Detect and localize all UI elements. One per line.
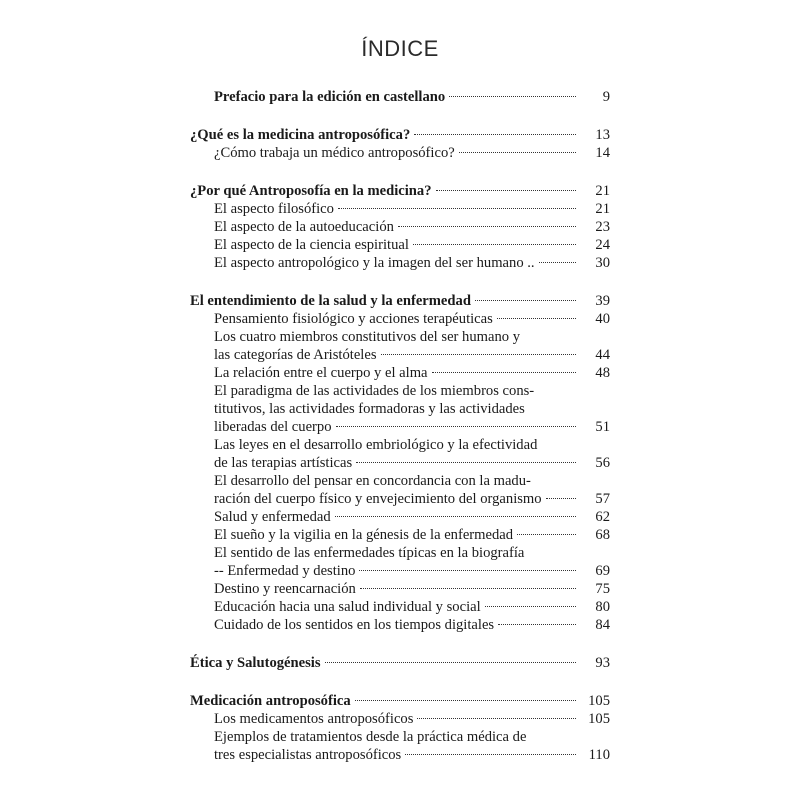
entry-title: de las terapias artísticas (214, 455, 353, 471)
entry-title: titutivos, las actividades formadoras y las actividades (214, 401, 525, 417)
entry-title: El aspecto de la autoeducación (214, 219, 394, 235)
page-number: 21 (595, 183, 610, 199)
entry-title: Educación hacia una salud individual y social (214, 599, 481, 615)
toc-chapter-entry[interactable] (190, 88, 610, 106)
page-number: 51 (595, 419, 610, 435)
entry-title: El aspecto de la ciencia espiritual (214, 237, 409, 253)
entry-title: El paradigma de las actividades de los miembros cons- (214, 383, 535, 399)
toc-line (190, 728, 610, 746)
entry-title: El sentido de las enfermedades típicas en la biografía (214, 545, 525, 561)
page-number: 80 (595, 599, 610, 615)
dot-leader (417, 718, 576, 719)
page-number: 56 (595, 455, 610, 471)
toc-line (190, 526, 610, 544)
toc-chapter-entry[interactable] (190, 182, 610, 200)
toc-subentry[interactable] (190, 436, 610, 472)
dot-leader (432, 372, 576, 373)
page-number: 62 (595, 509, 610, 525)
toc-line (190, 254, 610, 272)
toc-line (190, 436, 610, 454)
toc-section (190, 292, 610, 634)
toc-line (190, 126, 610, 144)
toc-subentry[interactable] (190, 236, 610, 254)
dot-leader (381, 354, 576, 355)
page-number: 39 (595, 293, 610, 309)
page-number: 44 (595, 347, 610, 363)
toc-subentry[interactable] (190, 144, 610, 162)
entry-title: ¿Cómo trabaja un médico antroposófico? (214, 145, 455, 161)
page-number: 105 (588, 711, 610, 727)
toc-line (190, 364, 610, 382)
toc-line (190, 292, 610, 310)
page-number: 13 (595, 127, 610, 143)
section-gap (190, 106, 610, 126)
entry-title: Medicación antroposófica (190, 693, 351, 709)
dot-leader (359, 570, 576, 571)
entry-title: ¿Por qué Antroposofía en la medicina? (190, 183, 432, 199)
dot-leader (497, 318, 576, 319)
entry-title: Pensamiento fisiológico y acciones terapéuticas (214, 311, 493, 327)
toc-line (190, 710, 610, 728)
page-number: 110 (588, 747, 610, 763)
entry-title: El sueño y la vigilia en la génesis de la enfermedad (214, 527, 514, 543)
toc-subentry[interactable] (190, 310, 610, 328)
page-number: 14 (595, 145, 610, 161)
dot-leader (338, 208, 576, 209)
toc-subentry[interactable] (190, 382, 610, 436)
toc-line (190, 544, 610, 562)
toc-line (190, 400, 610, 418)
toc-subentry[interactable] (190, 364, 610, 382)
entry-title: ¿Qué es la medicina antroposófica? (190, 127, 411, 143)
page-number: 23 (595, 219, 610, 235)
page-number: 24 (595, 237, 610, 253)
section-gap (190, 672, 610, 692)
toc-line (190, 310, 610, 328)
entry-title: Prefacio para la edición en castellano (214, 89, 446, 105)
toc-section (190, 182, 610, 272)
toc-chapter-entry[interactable] (190, 692, 610, 710)
entry-title: Los cuatro miembros constitutivos del ser humano y (214, 329, 521, 345)
entry-title: El desarrollo del pensar en concordancia con la madu- (214, 473, 531, 489)
section-gap (190, 634, 610, 654)
dot-leader (413, 244, 576, 245)
entry-title: Ejemplos de tratamientos desde la práctica médica de (214, 729, 527, 745)
entry-title: ración del cuerpo físico y envejecimiento del organismo (214, 491, 542, 507)
dot-leader (485, 606, 576, 607)
dot-leader (498, 624, 576, 625)
page-number: 84 (595, 617, 610, 633)
toc-line (190, 746, 610, 764)
toc-subentry[interactable] (190, 200, 610, 218)
toc-line (190, 692, 610, 710)
page-number: 40 (595, 311, 610, 327)
toc-line (190, 654, 610, 672)
page-number: 30 (595, 255, 610, 271)
page-number: 48 (595, 365, 610, 381)
toc-section (190, 692, 610, 764)
table-of-contents (190, 88, 610, 764)
dot-leader (360, 588, 576, 589)
entry-title: La relación entre el cuerpo y el alma (214, 365, 428, 381)
entry-title: Las leyes en el desarrollo embriológico y la efectividad (214, 437, 538, 453)
toc-line (190, 346, 610, 364)
toc-line (190, 144, 610, 162)
toc-subentry[interactable] (190, 728, 610, 764)
entry-title: El aspecto antropológico y la imagen del ser humano .. (214, 255, 535, 271)
toc-line (190, 472, 610, 490)
toc-line (190, 580, 610, 598)
entry-title: tres especialistas antroposóficos (214, 747, 402, 763)
dot-leader (325, 662, 576, 663)
dot-leader (539, 262, 576, 263)
toc-line (190, 508, 610, 526)
dot-leader (355, 700, 576, 701)
toc-line (190, 598, 610, 616)
entry-title: Los medicamentos antroposóficos (214, 711, 414, 727)
page-title: ÍNDICE (361, 36, 439, 61)
page-number: 93 (595, 655, 610, 671)
toc-chapter-entry[interactable] (190, 126, 610, 144)
page-number: 105 (588, 693, 610, 709)
dot-leader (449, 96, 576, 97)
entry-title: Ética y Salutogénesis (190, 655, 321, 671)
entry-title: -- Enfermedad y destino (214, 563, 356, 579)
dot-leader (475, 300, 576, 301)
toc-subentry[interactable] (190, 580, 610, 598)
entry-title: las categorías de Aristóteles (214, 347, 377, 363)
page-number: 9 (602, 89, 610, 105)
toc-line (190, 88, 610, 106)
section-gap (190, 272, 610, 292)
dot-leader (517, 534, 576, 535)
entry-title: Cuidado de los sentidos en los tiempos digitales (214, 617, 495, 633)
toc-subentry[interactable] (190, 254, 610, 272)
toc-subentry[interactable] (190, 616, 610, 634)
toc-subentry[interactable] (190, 598, 610, 616)
dot-leader (546, 498, 576, 499)
toc-subentry[interactable] (190, 508, 610, 526)
toc-subentry[interactable] (190, 544, 610, 580)
dot-leader (335, 516, 576, 517)
dot-leader (414, 134, 576, 135)
dot-leader (398, 226, 576, 227)
toc-line (190, 454, 610, 472)
entry-title: Destino y reencarnación (214, 581, 356, 597)
toc-line (190, 328, 610, 346)
toc-chapter-entry[interactable] (190, 292, 610, 310)
entry-title: El aspecto filosófico (214, 201, 334, 217)
toc-line (190, 562, 610, 580)
toc-line (190, 200, 610, 218)
toc-section (190, 88, 610, 106)
toc-line (190, 236, 610, 254)
toc-section (190, 126, 610, 162)
dot-leader (405, 754, 576, 755)
toc-line (190, 218, 610, 236)
entry-title: liberadas del cuerpo (214, 419, 332, 435)
toc-line (190, 616, 610, 634)
toc-subentry[interactable] (190, 218, 610, 236)
page-number: 69 (595, 563, 610, 579)
dot-leader (436, 190, 577, 191)
entry-title: El entendimiento de la salud y la enfermedad (190, 293, 471, 309)
dot-leader (356, 462, 576, 463)
dot-leader (459, 152, 576, 153)
page-number: 68 (595, 527, 610, 543)
page-number: 21 (595, 201, 610, 217)
toc-line (190, 382, 610, 400)
toc-subentry[interactable] (190, 526, 610, 544)
toc-line (190, 182, 610, 200)
entry-title: Salud y enfermedad (214, 509, 331, 525)
toc-subentry[interactable] (190, 710, 610, 728)
dot-leader (336, 426, 576, 427)
toc-subentry[interactable] (190, 472, 610, 508)
toc-subentry[interactable] (190, 328, 610, 364)
toc-line (190, 490, 610, 508)
toc-line (190, 418, 610, 436)
toc-chapter-entry[interactable] (190, 654, 610, 672)
section-gap (190, 162, 610, 182)
page-number: 75 (595, 581, 610, 597)
toc-section (190, 654, 610, 672)
page-number: 57 (595, 491, 610, 507)
